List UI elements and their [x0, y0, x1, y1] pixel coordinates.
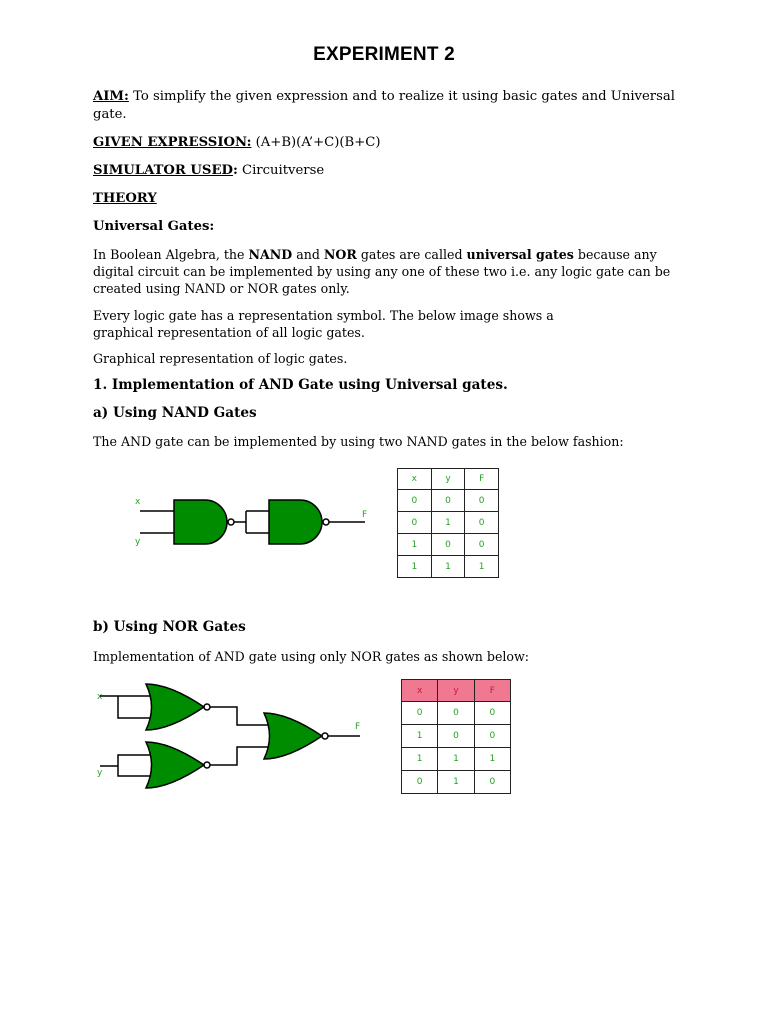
- table-row: [402, 702, 511, 725]
- page-title: EXPERIMENT 2: [313, 44, 455, 65]
- nand-and-circuit-diagram: [120, 480, 380, 560]
- nor-gate-2-bubble: [204, 762, 210, 768]
- para1-part4: because any digital circuit can be implemented by using any one of these two i.e. any logic gate can be created using NAND or NOR gates only.: [93, 247, 671, 296]
- theory-heading: [93, 190, 683, 208]
- wire-gate1-out: [210, 707, 268, 725]
- table-cell: 1: [402, 725, 438, 748]
- theory-heading-text: THEORY: [93, 191, 157, 206]
- table-cell: 1: [465, 556, 499, 578]
- nand-truth-table: [397, 468, 499, 578]
- table-cell: 0: [474, 725, 510, 748]
- simulator-text: Circuitverse: [237, 163, 325, 178]
- simulator-colon: :: [232, 163, 238, 178]
- table-header-cell: y: [431, 469, 465, 490]
- wire-gate2-out: [210, 747, 268, 765]
- universal-gates-heading: Universal Gates:: [93, 219, 215, 234]
- nor-truth-table: [401, 679, 511, 794]
- nor-description: Implementation of AND gate using only NOR gates as shown below:: [93, 649, 530, 664]
- table-cell: 0: [438, 702, 474, 725]
- aim-text: To simplify the given expression and to realize it using basic gates and Universal gate.: [93, 89, 675, 122]
- wire-x-loop: [100, 696, 150, 718]
- simulator-label: SIMULATOR USED: [93, 163, 233, 178]
- given-expression-text: (A+B)(A’+C)(B+C): [251, 135, 381, 150]
- output-f-label: F: [355, 722, 361, 732]
- table-cell: 1: [402, 748, 438, 771]
- nand-subheading: a) Using NAND Gates: [93, 405, 257, 421]
- nor-gate-2: [146, 742, 204, 788]
- nor-gate-3-bubble: [322, 733, 328, 739]
- nand-gate-1: [174, 500, 227, 544]
- table-cell: 1: [438, 748, 474, 771]
- nand-term: NAND: [248, 247, 293, 262]
- table-cell: 0: [465, 490, 499, 512]
- universal-gates-paragraph: [93, 246, 683, 297]
- nor-gate-1-bubble: [204, 704, 210, 710]
- simulator-used: [93, 162, 683, 180]
- table-cell: 0: [431, 490, 465, 512]
- table-cell: 1: [438, 771, 474, 794]
- table-cell: 1: [398, 556, 432, 578]
- table-cell: 1: [431, 512, 465, 534]
- table-cell: 0: [465, 534, 499, 556]
- aim-label: AIM:: [93, 89, 129, 104]
- table-header-cell: x: [398, 469, 432, 490]
- table-cell: 0: [438, 725, 474, 748]
- nor-and-circuit-diagram: [90, 675, 380, 800]
- nor-subheading: b) Using NOR Gates: [93, 619, 246, 635]
- input-x-label: x: [97, 692, 103, 702]
- table-header-row: [402, 680, 511, 702]
- table-header-cell: F: [465, 469, 499, 490]
- table-cell: 0: [398, 490, 432, 512]
- table-header-cell: x: [402, 680, 438, 702]
- aim-paragraph: [93, 88, 683, 123]
- nand-gate-2-bubble: [323, 519, 329, 525]
- nand-gate-2: [269, 500, 322, 544]
- table-header-cell: F: [474, 680, 510, 702]
- table-row: [398, 556, 499, 578]
- input-y-label: y: [97, 768, 103, 778]
- table-row: [398, 534, 499, 556]
- table-cell: 0: [402, 702, 438, 725]
- wire-y-loop: [100, 755, 150, 776]
- table-header-cell: y: [438, 680, 474, 702]
- given-expression: [93, 134, 683, 152]
- table-header-row: [398, 469, 499, 490]
- nand-gate-1-bubble: [228, 519, 234, 525]
- table-cell: 0: [474, 702, 510, 725]
- table-cell: 0: [474, 771, 510, 794]
- table-cell: 1: [431, 556, 465, 578]
- table-row: [402, 748, 511, 771]
- para1-part3: gates are called: [356, 247, 467, 262]
- section1-heading: 1. Implementation of AND Gate using Universal gates.: [93, 377, 508, 393]
- table-cell: 0: [398, 512, 432, 534]
- output-f-label: F: [362, 510, 368, 520]
- table-cell: 1: [398, 534, 432, 556]
- table-row: [402, 771, 511, 794]
- table-cell: 0: [402, 771, 438, 794]
- nor-gate-3: [264, 713, 322, 759]
- input-x-label: x: [135, 497, 141, 507]
- representation-paragraph: Every logic gate has a representation symbol. The below image shows a graphical representation of all logic gates.: [93, 308, 554, 340]
- nand-description: The AND gate can be implemented by using two NAND gates in the below fashion:: [93, 434, 624, 449]
- nor-gate-1: [146, 684, 204, 730]
- table-row: [402, 725, 511, 748]
- universal-gates-term: universal gates: [466, 247, 574, 262]
- nor-term: NOR: [323, 247, 357, 262]
- given-expression-label: GIVEN EXPRESSION:: [93, 135, 252, 150]
- table-cell: 0: [465, 512, 499, 534]
- table-row: [398, 512, 499, 534]
- para1-part1: In Boolean Algebra, the: [93, 247, 249, 262]
- input-y-label: y: [135, 537, 141, 547]
- para1-part2: and: [292, 247, 324, 262]
- table-row: [398, 490, 499, 512]
- table-cell: 1: [474, 748, 510, 771]
- graphical-representation-caption: Graphical representation of logic gates.: [93, 351, 348, 366]
- table-cell: 0: [431, 534, 465, 556]
